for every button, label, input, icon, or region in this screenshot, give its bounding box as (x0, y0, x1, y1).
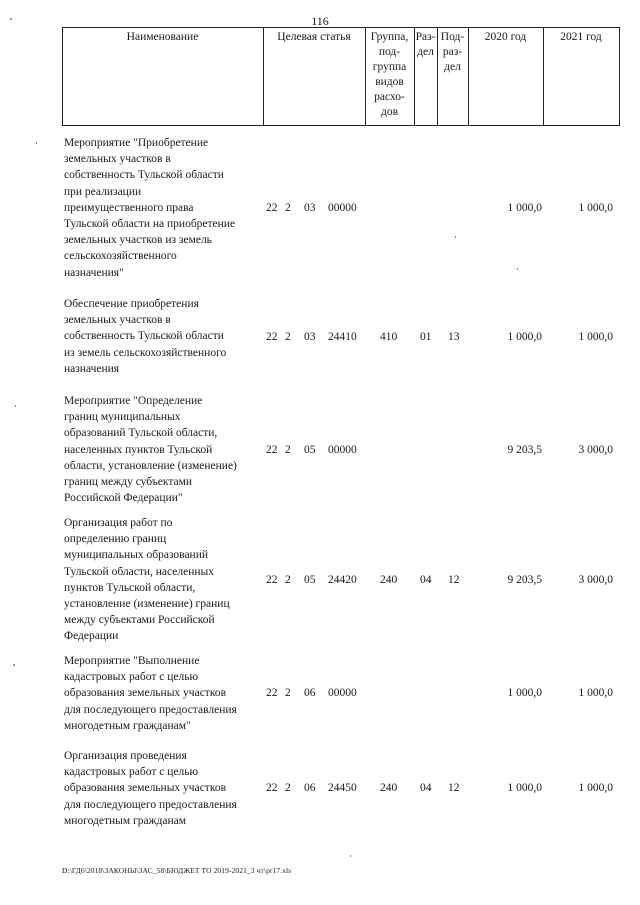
row-name: Мероприятие "Выполнение кадастровых работ с целью образования земельных участков для последующего предоставления многодетным гражданам" (64, 655, 237, 732)
row-program-code: 22 (266, 444, 278, 456)
row-amount-2021: 1 000,0 (578, 782, 613, 794)
row-section: 04 (420, 574, 432, 586)
row-expense-type: 240 (380, 782, 398, 794)
page-number: 116 (311, 14, 329, 28)
header-divider (619, 27, 620, 125)
header-expense-group: Группа, под- группа видов расхо- дов (370, 31, 409, 118)
row-direction-code: 00000 (328, 687, 357, 699)
scan-speck (517, 268, 518, 270)
row-direction-code: 24450 (328, 782, 357, 794)
row-section: 04 (420, 782, 432, 794)
table-row (0, 515, 640, 645)
row-main-event-code: 05 (304, 574, 316, 586)
header-section: Раз- дел (415, 31, 436, 58)
row-subprogram-code: 2 (285, 782, 291, 794)
row-main-event-code: 03 (304, 331, 316, 343)
row-subprogram-code: 2 (285, 687, 291, 699)
row-main-event-code: 06 (304, 687, 316, 699)
row-program-code: 22 (266, 574, 278, 586)
header-year-2020: 2020 год (484, 31, 527, 43)
table-row (0, 135, 640, 281)
row-amount-2021: 1 000,0 (578, 331, 613, 343)
file-path-footer: D:\ГД6\2018\ЗАКОНЫ\ЗАС_58\БЮДЖЕТ ТО 2019-2021_3 чт\pr17.xls (62, 866, 292, 875)
row-amount-2021: 3 000,0 (578, 444, 613, 456)
row-program-code: 22 (266, 687, 278, 699)
row-amount-2020: 9 203,5 (507, 574, 542, 586)
row-amount-2021: 3 000,0 (578, 574, 613, 586)
row-amount-2020: 1 000,0 (507, 202, 542, 214)
header-name: Наименование (126, 31, 199, 43)
row-amount-2020: 9 203,5 (507, 444, 542, 456)
header-subsection: Под- раз- дел (440, 31, 465, 73)
row-amount-2020: 1 000,0 (507, 331, 542, 343)
row-name: Организация проведения кадастровых работ с целью образования земельных участков для последующего предоставления многодетным гражданам (64, 750, 237, 827)
row-name: Организация работ по определению границ муниципальных образований Тульской области, населенных пунктов Тульской области, установление (изменение) границ между субъектами Российской Федерации (64, 517, 230, 643)
row-subsection: 12 (448, 782, 460, 794)
row-amount-2021: 1 000,0 (578, 687, 613, 699)
row-expense-type: 410 (380, 331, 398, 343)
row-subprogram-code: 2 (285, 444, 291, 456)
row-amount-2021: 1 000,0 (578, 202, 613, 214)
row-program-code: 22 (266, 782, 278, 794)
row-direction-code: 00000 (328, 444, 357, 456)
row-subprogram-code: 2 (285, 202, 291, 214)
scan-speck (13, 664, 15, 666)
row-direction-code: 00000 (328, 202, 357, 214)
table-row (0, 653, 640, 735)
row-direction-code: 24420 (328, 574, 357, 586)
header-year-2021: 2021 год (560, 31, 602, 43)
row-subprogram-code: 2 (285, 574, 291, 586)
row-program-code: 22 (266, 331, 278, 343)
row-name: Мероприятие "Приобретение земельных участков в собственность Тульской области при реализации преимущественного права Тульской области на приобретение земельных участков из земель сельскохозяйственного назначения" (64, 137, 236, 279)
row-main-event-code: 06 (304, 782, 316, 794)
header-bottom-border (62, 125, 620, 126)
table-row (0, 296, 640, 378)
table-header (62, 27, 620, 125)
header-target-article: Целевая статья (277, 31, 351, 43)
scan-speck (15, 405, 16, 407)
scan-speck (10, 18, 12, 20)
row-expense-type: 240 (380, 574, 398, 586)
scan-speck (350, 855, 351, 857)
row-subsection: 13 (448, 331, 460, 343)
row-section: 01 (420, 331, 432, 343)
table-row (0, 748, 640, 830)
row-direction-code: 24410 (328, 331, 357, 343)
scan-speck (455, 236, 456, 238)
row-main-event-code: 03 (304, 202, 316, 214)
scan-speck (36, 142, 37, 144)
row-subprogram-code: 2 (285, 331, 291, 343)
table-row (0, 393, 640, 507)
row-amount-2020: 1 000,0 (507, 782, 542, 794)
row-name: Мероприятие "Определение границ муниципальных образований Тульской области, населенных пунктов Тульской области, установление (изменение) границ между субъектами Российской Федерации" (64, 395, 237, 505)
row-main-event-code: 05 (304, 444, 316, 456)
row-amount-2020: 1 000,0 (507, 687, 542, 699)
row-program-code: 22 (266, 202, 278, 214)
header-top-border (62, 27, 620, 28)
row-name: Обеспечение приобретения земельных участков в собственность Тульской области из земель сельскохозяйственного назначения (64, 298, 227, 375)
row-subsection: 12 (448, 574, 460, 586)
